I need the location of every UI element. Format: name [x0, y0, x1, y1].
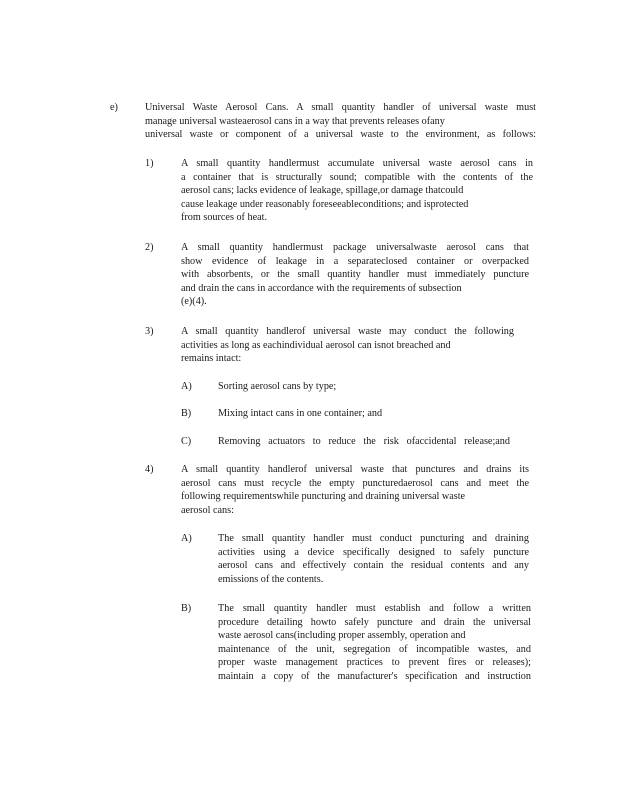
text-line: A small quantity handlerof universal waste that punctures and drains its — [181, 464, 529, 475]
text-line: manage universal wasteaerosol cans in a way that prevents releases ofany — [145, 115, 445, 127]
text-line: Universal Waste Aerosol Cans. A small quantity handler of universal waste must — [145, 102, 536, 113]
text-line: universal waste or component of a universal waste to the environment, as follows: — [145, 129, 536, 141]
item-3-label: 3) — [145, 326, 154, 337]
section-e-text — [145, 101, 536, 142]
text-line: The small quantity handler must conduct puncturing and draining — [218, 533, 529, 544]
text-line: aerosol cans must recycle the empty puncturedaerosol cans and meet the — [181, 477, 529, 489]
item-2-label: 2) — [145, 242, 154, 253]
text-line: Removing actuators to reduce the risk ofaccidental release;and — [218, 436, 510, 447]
text-line: aerosol cans: — [181, 504, 234, 516]
text-line: A small quantity handlerof universal waste may conduct the following — [181, 326, 514, 337]
text-line: show evidence of leakage in a separateclosed container or overpacked — [181, 255, 529, 267]
text-line: from sources of heat. — [181, 212, 267, 224]
item-4a-text — [218, 532, 529, 586]
text-line: The small quantity handler must establish and follow a written — [218, 603, 531, 614]
text-line: (e)(4). — [181, 296, 207, 308]
item-3c-label: C) — [181, 436, 192, 447]
text-line: aerosol cans; lacks evidence of leakage, spillage,or damage thatcould — [181, 185, 464, 197]
item-3a-label: A) — [181, 381, 192, 392]
text-line: activities as long as eachindividual aerosol can isnot breached and — [181, 339, 451, 351]
text-line: procedure detailing howto safely puncture and drain the universal — [218, 616, 531, 628]
item-3c-text — [218, 435, 510, 449]
item-3b-text: Mixing intact cans in one container; and — [218, 408, 383, 419]
section-e-label: e) — [110, 102, 118, 113]
text-line: activities using a device specifically designed to safely puncture — [218, 546, 529, 558]
item-4-text — [181, 463, 529, 517]
item-4a-label: A) — [181, 533, 192, 544]
text-line: with absorbents, or the small quantity handler must immediately puncture — [181, 269, 529, 281]
text-line: aerosol cans and effectively contain the residual contents and any — [218, 560, 529, 572]
text-line: waste aerosol cans(including proper assembly, operation and — [218, 630, 466, 642]
text-line: and drain the cans in accordance with the requirements of subsection — [181, 282, 462, 294]
item-4b-text — [218, 602, 531, 684]
text-line: A small quantity handlermust accumulate universal waste aerosol cans in — [181, 158, 533, 169]
text-line: a container that is structurally sound; compatible with the contents of the — [181, 171, 533, 183]
text-line: cause leakage under reasonably foreseeableconditions; and isprotected — [181, 198, 469, 210]
text-line: maintain a copy of the manufacturer's specification and instruction — [218, 670, 531, 682]
item-4b-label: B) — [181, 603, 192, 614]
item-1-text — [181, 157, 533, 225]
text-line: remains intact: — [181, 353, 242, 365]
text-line: emissions of the contents. — [218, 573, 324, 585]
item-3-text — [181, 325, 514, 366]
text-line: maintenance of the unit, segregation of incompatible wastes, and — [218, 643, 531, 655]
item-1-label: 1) — [145, 158, 154, 169]
item-3b-label: B) — [181, 408, 192, 419]
text-line: following requirementswhile puncturing and draining universal waste — [181, 491, 466, 503]
item-3a-text: Sorting aerosol cans by type; — [218, 381, 337, 392]
text-line: proper waste management practices to prevent fires or releases); — [218, 657, 531, 669]
text-line: A small quantity handlermust package universalwaste aerosol cans that — [181, 242, 529, 253]
item-2-text — [181, 241, 529, 309]
item-4-label: 4) — [145, 464, 154, 475]
